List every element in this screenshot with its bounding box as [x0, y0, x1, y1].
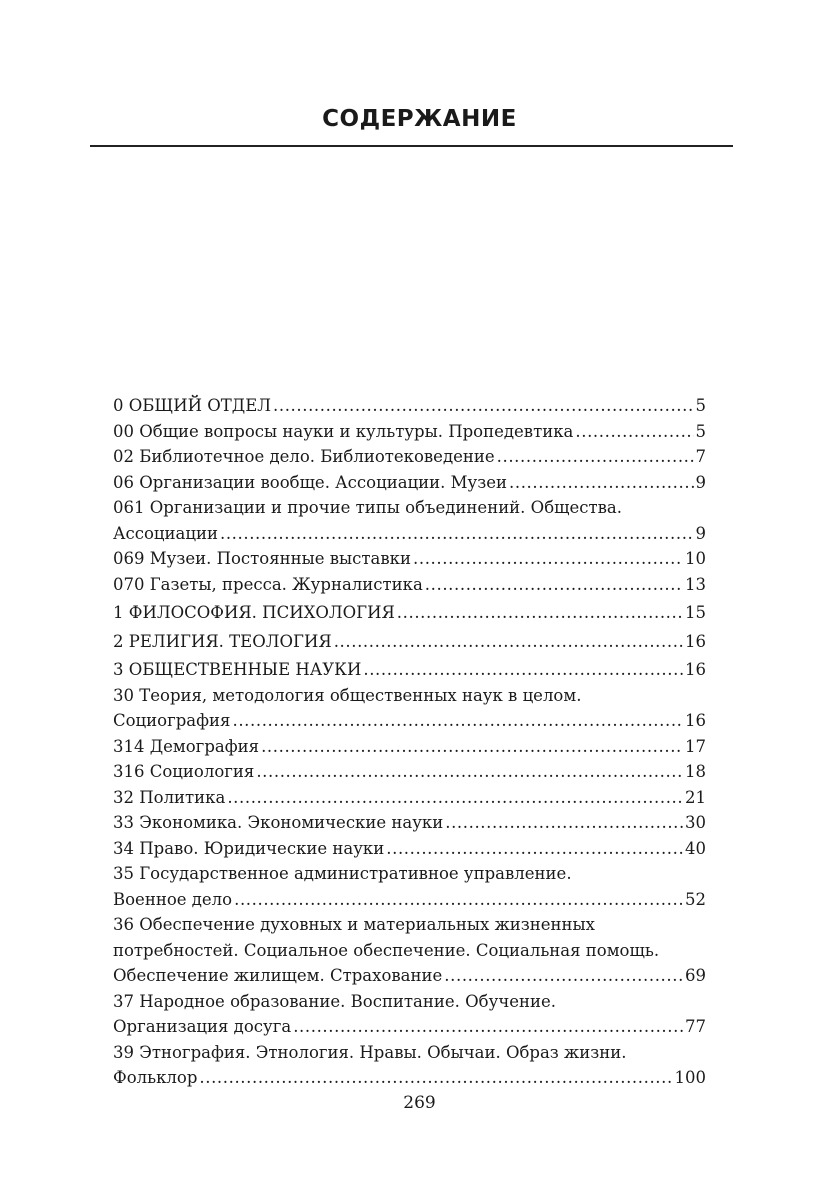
- toc-entry-title: Ассоциации: [113, 523, 218, 543]
- toc-page-number: 15: [685, 603, 706, 622]
- toc-entry[interactable]: [113, 734, 706, 760]
- toc-entry-line: [113, 572, 706, 598]
- toc-entry-title: 314 Демография: [113, 736, 260, 756]
- toc-page-number: 17: [685, 736, 706, 756]
- dot-leader: [273, 393, 693, 419]
- toc-entry[interactable]: [113, 495, 706, 546]
- toc-entry-title: 32 Политика: [113, 787, 226, 807]
- toc-entry-text-line: 39 Этнография. Этнология. Нравы. Обычаи. Образ жизни.: [113, 1042, 627, 1062]
- toc-entry-text-line: потребностей. Социальное обеспечение. Социальная помощь.: [113, 940, 660, 960]
- toc-entry[interactable]: [113, 600, 706, 626]
- toc-entry-line: [113, 708, 706, 734]
- toc-page-number: 69: [685, 966, 706, 985]
- toc-page-number: 18: [685, 762, 706, 781]
- toc-entry[interactable]: [113, 759, 706, 785]
- dot-leader: [397, 600, 683, 626]
- toc-entry-title: Фольклор: [113, 1068, 198, 1087]
- toc-entry-line: [113, 521, 706, 547]
- toc-entry[interactable]: [113, 683, 706, 734]
- toc-entry-title: 1 ФИЛОСОФИЯ. ПСИХОЛОГИЯ: [113, 603, 395, 622]
- toc-entry-title: Социография: [113, 711, 231, 730]
- toc-entry-title: 0 ОБЩИЙ ОТДЕЛ: [113, 396, 272, 415]
- toc-entry-line: [113, 1014, 706, 1040]
- toc-entry-text-line: 37 Народное образование. Воспитание. Обучение.: [113, 991, 556, 1011]
- toc-entry-line: [113, 836, 706, 862]
- toc-entry-line: [113, 963, 706, 989]
- dot-leader: [575, 419, 693, 445]
- page-title: СОДЕРЖАНИЕ: [322, 106, 517, 132]
- dot-leader: [363, 657, 683, 683]
- toc-page-number: 10: [685, 549, 706, 568]
- dot-leader: [509, 470, 694, 496]
- toc-entry[interactable]: [113, 444, 706, 470]
- dot-leader: [497, 444, 694, 470]
- toc-entry[interactable]: [113, 572, 706, 598]
- toc-page-number: 40: [685, 838, 706, 858]
- toc-page-number: 100: [674, 1068, 706, 1087]
- dot-leader: [293, 1014, 683, 1040]
- toc-entry-line: [113, 629, 706, 655]
- dot-leader: [199, 1065, 672, 1091]
- toc-entry-title: 2 РЕЛИГИЯ. ТЕОЛОГИЯ: [113, 631, 332, 651]
- toc-entry[interactable]: [113, 861, 706, 912]
- toc-entry-line: [113, 785, 706, 811]
- toc-page-number: 5: [695, 396, 706, 415]
- dot-leader: [227, 785, 683, 811]
- toc-page-number: 16: [685, 711, 706, 730]
- toc-entry-title: 34 Право. Юридические науки: [113, 838, 385, 858]
- toc-entry-line: [113, 444, 706, 470]
- title-rule: [90, 145, 733, 147]
- toc-page-number: 16: [685, 660, 706, 679]
- table-of-contents: [113, 393, 706, 1091]
- toc-page-number: 9: [695, 523, 706, 543]
- toc-entry-line: [113, 657, 706, 683]
- toc-page-number: 7: [695, 447, 706, 466]
- toc-entry-line: [113, 546, 706, 572]
- toc-entry[interactable]: [113, 657, 706, 683]
- toc-entry-text-line: 35 Государственное административное управление.: [113, 864, 572, 883]
- toc-entry[interactable]: [113, 912, 706, 989]
- toc-entry[interactable]: [113, 989, 706, 1040]
- dot-leader: [444, 963, 683, 989]
- toc-entry-title: 00 Общие вопросы науки и культуры. Пропедевтика: [113, 421, 574, 441]
- toc-entry-title: Организация досуга: [113, 1017, 292, 1036]
- dot-leader: [256, 759, 683, 785]
- toc-entry-line: [113, 393, 706, 419]
- toc-page-number: 13: [685, 574, 706, 594]
- dot-leader: [386, 836, 683, 862]
- dot-leader: [261, 734, 683, 760]
- toc-entry-text-line: 061 Организации и прочие типы объединений. Общества.: [113, 498, 622, 517]
- toc-entry-title: Обеспечение жилищем. Страхование: [113, 966, 443, 985]
- toc-page-number: 9: [695, 472, 706, 492]
- toc-entry-line: [113, 810, 706, 836]
- toc-entry-title: 069 Музеи. Постоянные выставки: [113, 549, 411, 568]
- toc-entry-title: 3 ОБЩЕСТВЕННЫЕ НАУКИ: [113, 660, 362, 679]
- dot-leader: [334, 629, 683, 655]
- toc-entry-line: [113, 887, 706, 913]
- toc-entry-line: [113, 600, 706, 626]
- dot-leader: [445, 810, 683, 836]
- dot-leader: [425, 572, 683, 598]
- toc-entry[interactable]: [113, 785, 706, 811]
- toc-entry-title: 070 Газеты, пресса. Журналистика: [113, 574, 423, 594]
- toc-entry[interactable]: [113, 393, 706, 419]
- toc-entry-line: [113, 419, 706, 445]
- toc-entry-title: 316 Социология: [113, 762, 255, 781]
- toc-entry-title: 02 Библиотечное дело. Библиотековедение: [113, 447, 495, 466]
- toc-page-number: 16: [685, 631, 706, 651]
- toc-entry-line: [113, 470, 706, 496]
- toc-entry[interactable]: [113, 470, 706, 496]
- page-number: 269: [403, 1093, 436, 1113]
- toc-entry-title: 06 Организации вообще. Ассоциации. Музеи: [113, 472, 507, 492]
- toc-entry[interactable]: [113, 629, 706, 655]
- toc-page-number: 77: [685, 1017, 706, 1036]
- toc-page-number: 5: [695, 421, 706, 441]
- toc-entry-text-line: 36 Обеспечение духовных и материальных жизненных: [113, 915, 595, 934]
- dot-leader: [220, 521, 694, 547]
- toc-entry[interactable]: [113, 836, 706, 862]
- dot-leader: [413, 546, 683, 572]
- toc-entry-line: [113, 734, 706, 760]
- toc-page-number: 52: [685, 889, 706, 909]
- toc-entry-title: Военное дело: [113, 889, 233, 909]
- toc-entry-title: 33 Экономика. Экономические науки: [113, 813, 444, 832]
- toc-page-number: 21: [685, 787, 706, 807]
- toc-entry[interactable]: [113, 810, 706, 836]
- dot-leader: [234, 887, 683, 913]
- toc-entry-line: [113, 1065, 706, 1091]
- toc-page-number: 30: [685, 813, 706, 832]
- toc-entry[interactable]: [113, 1040, 706, 1091]
- toc-entry-text-line: 30 Теория, методология общественных наук в целом.: [113, 685, 582, 705]
- toc-entry[interactable]: [113, 546, 706, 572]
- toc-entry-line: [113, 759, 706, 785]
- dot-leader: [232, 708, 683, 734]
- toc-entry[interactable]: [113, 419, 706, 445]
